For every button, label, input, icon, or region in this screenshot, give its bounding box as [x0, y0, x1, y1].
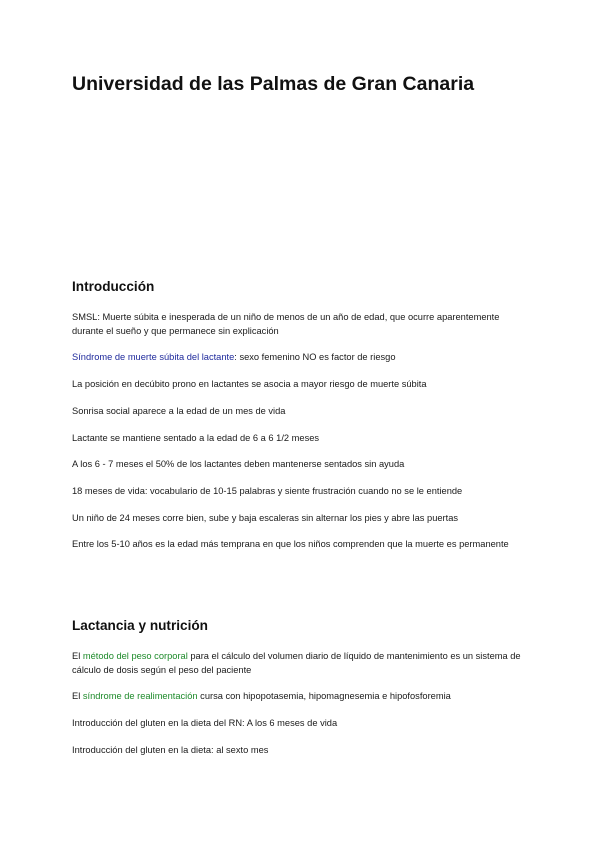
paragraph-text: SMSL: Muerte súbita e inesperada de un niño de menos de un año de edad, que ocurre aparentemente durante el sueño y que permanece sin explicación: [72, 312, 500, 336]
paragraph-text: A los 6 - 7 meses el 50% de los lactantes deben mantenerse sentados sin ayuda: [72, 459, 405, 469]
paragraph-metodo-peso-corporal: [72, 649, 528, 677]
paragraph-text: Introducción del gluten en la dieta: al sexto mes: [72, 745, 269, 755]
paragraph-text: Introducción del gluten en la dieta del RN: A los 6 meses de vida: [72, 718, 338, 728]
paragraph-text: cursa con hipopotasemia, hipomagnesemia e hipofosforemia: [197, 691, 451, 701]
paragraph-muerte-permanente: [72, 537, 528, 551]
paragraph-prefix: El: [72, 691, 83, 701]
paragraph-text: Entre los 5-10 años es la edad más temprana en que los niños comprenden que la muerte es permanente: [72, 539, 509, 549]
paragraph-text: Sonrisa social aparece a la edad de un mes de vida: [72, 406, 286, 416]
paragraph-gluten-rn: [72, 716, 528, 730]
section-heading: Lactancia y nutrición: [72, 618, 208, 633]
paragraph-smsl-risk: [72, 350, 528, 364]
section-heading: Introducción: [72, 279, 155, 294]
paragraph-sentado: [72, 431, 528, 445]
paragraph-text: La posición en decúbito prono en lactantes se asocia a mayor riesgo de muerte súbita: [72, 379, 427, 389]
paragraph-gluten-sexto-mes: [72, 743, 528, 757]
paragraph-vocabulario: [72, 484, 528, 498]
section-lactancia-nutricion: [72, 618, 528, 755]
paragraph-text: para el cálculo del volumen diario de líquido de mantenimiento es un sistema de cálculo de dosis según el peso del paciente: [72, 651, 521, 675]
paragraph-smsl-definition: [72, 310, 528, 338]
link-metodo-peso-corporal[interactable]: método del peso corporal: [82, 651, 188, 661]
paragraph-prefix: El: [72, 651, 83, 661]
paragraph-sentados-sin-ayuda: [72, 457, 528, 471]
link-sindrome-muerte-subita[interactable]: Síndrome de muerte súbita del lactante: [72, 352, 235, 362]
paragraph-sonrisa-social: [72, 404, 528, 418]
section-introduccion: [72, 279, 528, 549]
link-sindrome-realimentacion[interactable]: síndrome de realimentación: [82, 691, 198, 701]
paragraph-text: Lactante se mantiene sentado a la edad de 6 a 6 1/2 meses: [72, 433, 320, 443]
paragraph-sindrome-realimentacion: [72, 689, 528, 703]
document-title: Universidad de las Palmas de Gran Canaria: [72, 73, 475, 95]
paragraph-text: Un niño de 24 meses corre bien, sube y baja escaleras sin alternar los pies y abre las puertas: [72, 513, 459, 523]
paragraph-text: 18 meses de vida: vocabulario de 10-15 palabras y siente frustración cuando no se le entiende: [72, 486, 463, 496]
paragraph-text: : sexo femenino NO es factor de riesgo: [234, 352, 396, 362]
paragraph-decubito-prono: [72, 377, 528, 391]
paragraph-24-meses: [72, 511, 528, 525]
